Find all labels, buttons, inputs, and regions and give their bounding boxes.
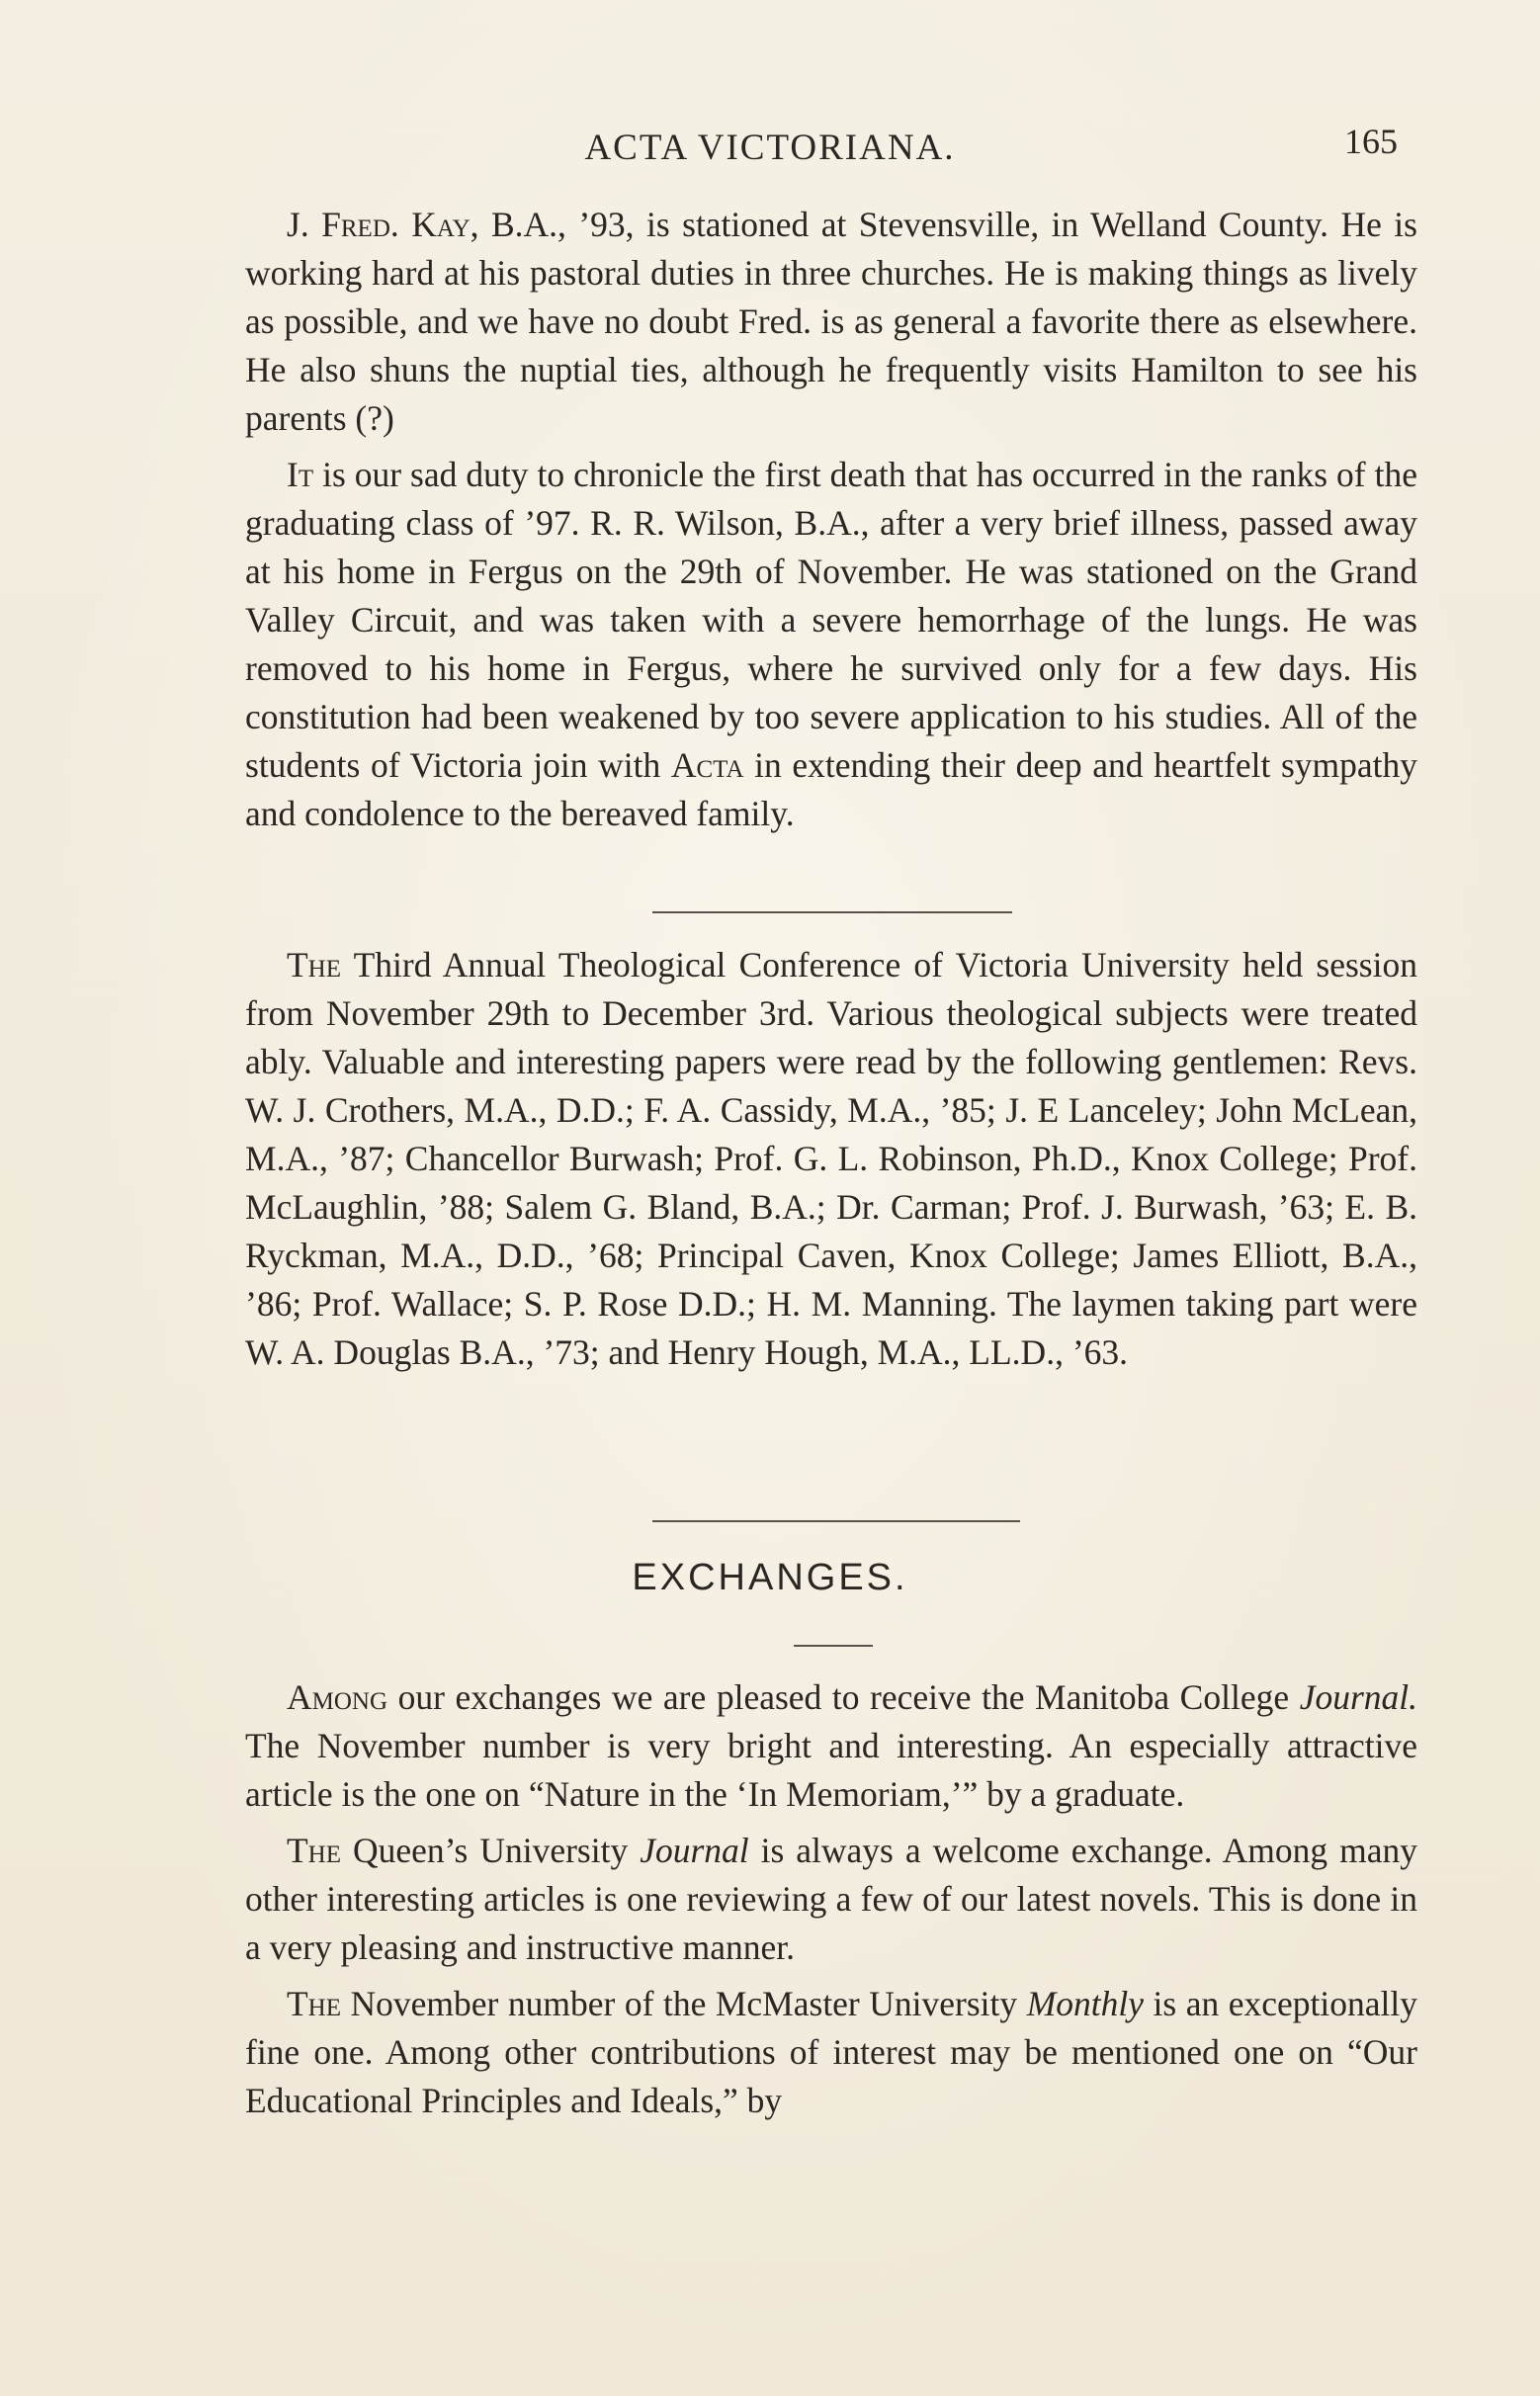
paragraph-manitoba: [245, 1673, 1417, 1819]
page-number: 165: [1344, 122, 1398, 161]
paragraph-kay: [245, 201, 1417, 443]
section-divider: [652, 911, 1012, 913]
journal-name: Monthly: [1026, 1984, 1144, 2023]
paragraph-body: , B.A., ’93, is stationed at Stevensville, in Welland County. He is working hard at his pastoral duties in three churches. He is making things as lively as possible, and we have no doubt Fred. is as general a favorite there as elsewhere. He also shuns the nuptial ties, although he frequently visits Hamilton to see his parents (?): [245, 205, 1417, 438]
personals-section: [245, 201, 1417, 838]
paragraph-wilson: [245, 451, 1417, 838]
journal-name: Journal: [640, 1831, 749, 1870]
paragraph-lead: J. Fred. Kay: [287, 205, 471, 244]
paragraph-lead: Among: [287, 1677, 388, 1717]
section-heading: EXCHANGES.: [632, 1557, 908, 1598]
paragraph-mcmaster: [245, 1980, 1417, 2125]
paragraph-body: is always a welcome exchange. Among many other interesting articles is one reviewing a few of our latest novels. This is done in a very pleasing and instructive manner.: [245, 1831, 1417, 1967]
paragraph-lead: The: [287, 945, 342, 984]
paragraph-conference: [245, 941, 1417, 1377]
paragraph-body: in extending their deep and heartfelt sympathy and condolence to the bereaved family.: [245, 745, 1417, 833]
paragraph-body: The November number is very bright and interesting. An especially attractive article is the one on “Nature in the ‘In Memoriam,’” by a graduate.: [245, 1726, 1417, 1814]
journal-name: Journal.: [1299, 1677, 1417, 1717]
paragraph-lead: The: [287, 1984, 342, 2023]
paragraph-queens: [245, 1827, 1417, 1972]
paragraph-lead: It: [287, 455, 314, 494]
section-divider: [652, 1520, 1020, 1522]
paragraph-body: is an exceptionally fine one. Among other contributions of interest may be mentioned one on “Our Educational Principles and Ideals,” by: [245, 1984, 1417, 2120]
heading-underline: [794, 1645, 873, 1647]
exchanges-section: [245, 1673, 1417, 2125]
paragraph-lead: The: [287, 1831, 342, 1870]
conference-section: [245, 941, 1417, 1377]
paragraph-body: Queen’s University: [341, 1831, 641, 1870]
paragraph-body: our exchanges we are pleased to receive the Manitoba College: [387, 1677, 1300, 1717]
paragraph-body: Third Annual Theological Conference of Victoria University held session from November 29th to December 3rd. Various theological subjects were treated ably. Valuable and interesting papers were read by the following gentlemen: Revs. W. J. Crothers, M.A., D.D.; F. A. Cassidy, M.A., ’85; J. E Lanceley; John McLean, M.A., ’87; Chancellor Burwash; Prof. G. L. Robinson, Ph.D., Knox College; Prof. McLaughlin, ’88; Salem G. Bland, B.A.; Dr. Carman; Prof. J. Burwash, ’63; E. B. Ryckman, M.A., D.D., ’68; Principal Caven, Knox College; James Elliott, B.A., ’86; Prof. Wallace; S. P. Rose D.D.; H. M. Manning. The laymen taking part were W. A. Douglas B.A., ’73; and Henry Hough, M.A., LL.D., ’63.: [245, 945, 1417, 1372]
paragraph-body: November number of the McMaster University: [341, 1984, 1027, 2023]
running-title: ACTA VICTORIANA.: [584, 128, 956, 168]
paragraph-body: is our sad duty to chronicle the first death that has occurred in the ranks of the graduating class of ’97. R. R. Wilson, B.A., after a very brief illness, passed away at his home in Fergus on the 29th of November. He was stationed on the Grand Valley Circuit, and was taken with a severe hemorrhage of the lungs. He was removed to his home in Fergus, where he survived only for a few days. His constitution had been weakened by too severe application to his studies. All of the students of Victoria join with: [245, 455, 1417, 785]
acta-name: Acta: [670, 745, 744, 785]
